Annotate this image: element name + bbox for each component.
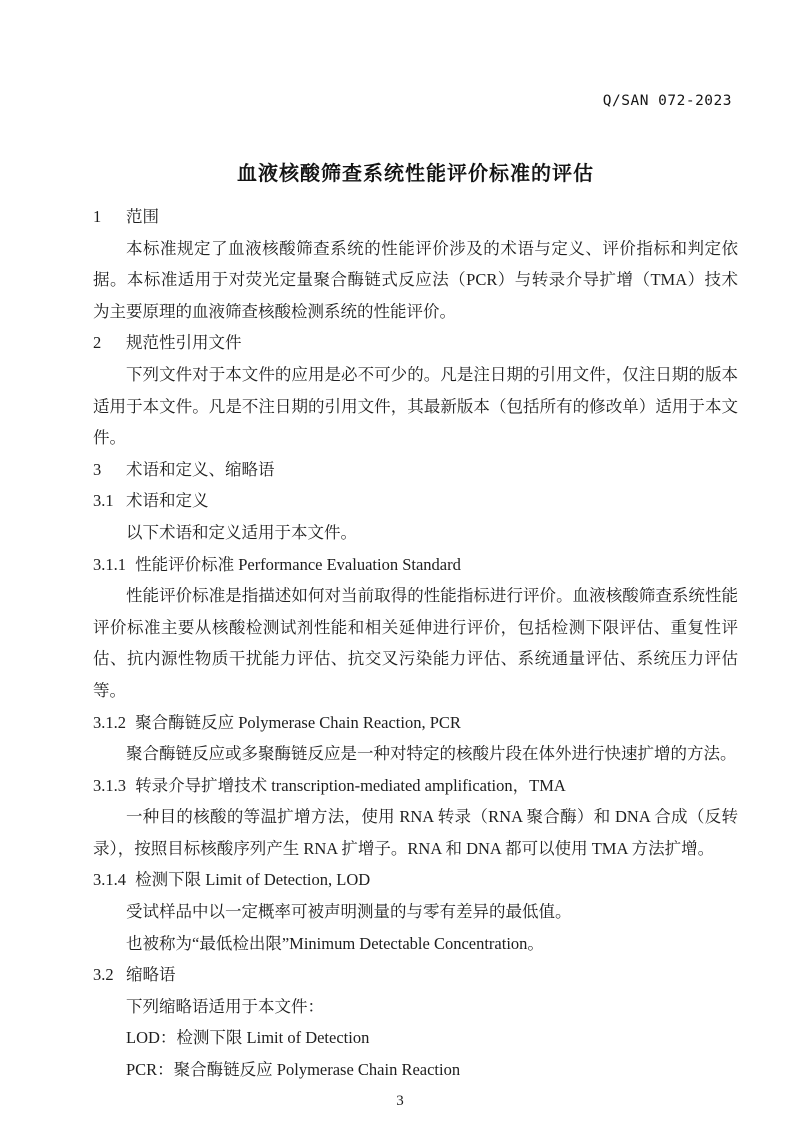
page-number: 3 — [396, 1093, 404, 1109]
section-heading — [93, 707, 738, 739]
section-heading — [93, 485, 738, 517]
section-number: 3 — [93, 459, 102, 479]
paragraph: 聚合酶链反应或多聚酶链反应是一种对特定的核酸片段在体外进行快速扩增的方法。 — [126, 744, 737, 764]
paragraph: 一种目的核酸的等温扩增方法，使用 RNA 转录（RNA 聚合酶）和 DNA 合成（反转录），按照目标核酸序列产生 RNA 扩增子。RNA 和 DNA 都可以使用 TMA 方法扩增。 — [93, 807, 738, 858]
doc-number: Q/SAN 072-2023 — [602, 93, 732, 109]
section-number: 3.2 — [93, 965, 114, 985]
abbreviation-item: LOD：检测下限 Limit of Detection — [126, 1028, 370, 1048]
paragraph: 下列缩略语适用于本文件： — [126, 996, 324, 1016]
paragraph: 本标准规定了血液核酸筛查系统的性能评价涉及的术语与定义、评价指标和判定依据。本标准适用于对荧光定量聚合酶链式反应法（PCR）与转录介导扩增（TMA）技术为主要原理的血液筛查核酸检测系统的性能评价。 — [93, 238, 738, 321]
section-heading-text: 术语和定义 — [126, 491, 209, 511]
section-number: 3.1.2 — [93, 712, 126, 732]
abbreviation-item: PCR：聚合酶链反应 Polymerase Chain Reaction — [126, 1060, 461, 1080]
paragraph: 受试样品中以一定概率可被声明测量的与零有差异的最低值。 — [126, 902, 572, 922]
section-number: 3.1.3 — [93, 775, 126, 795]
paragraph: 性能评价标准是指描述如何对当前取得的性能指标进行评价。血液核酸筛查系统性能评价标准主要从核酸检测试剂性能和相关延伸进行评价，包括检测下限评估、重复性评估、抗内源性物质干扰能力评估、抗交叉污染能力评估、系统通量评估、系统压力评估等。 — [93, 586, 738, 700]
section-heading-text: 聚合酶链反应 Polymerase Chain Reaction, PCR — [135, 712, 461, 732]
section-heading-text: 检测下限 Limit of Detection, LOD — [135, 870, 371, 890]
paragraph: 也被称为“最低检出限”Minimum Detectable Concentration。 — [126, 933, 544, 953]
page-title: 血液核酸筛查系统性能评价标准的评估 — [237, 163, 594, 185]
section-heading — [93, 770, 738, 802]
section-number: 1 — [93, 207, 102, 226]
section-heading-text: 术语和定义、缩略语 — [126, 459, 275, 479]
section-heading-text: 转录介导扩增技术 transcription-mediated amplification，TMA — [135, 775, 566, 795]
section-heading — [93, 959, 738, 991]
section-number: 3.1 — [93, 491, 114, 511]
section-number: 3.1.1 — [93, 554, 126, 574]
section-number: 2 — [93, 333, 102, 353]
section-heading — [93, 327, 738, 359]
section-heading — [93, 864, 738, 896]
section-heading — [93, 549, 738, 581]
section-heading-text: 范围 — [126, 207, 159, 226]
section-heading — [93, 454, 738, 486]
section-number: 3.1.4 — [93, 870, 126, 890]
document-content — [93, 157, 738, 1086]
paragraph: 以下术语和定义适用于本文件。 — [126, 522, 357, 542]
paragraph: 下列文件对于本文件的应用是必不可少的。凡是注日期的引用文件，仅注日期的版本适用于本文件。凡是不注日期的引用文件，其最新版本（包括所有的修改单）适用于本文件。 — [93, 364, 738, 448]
section-heading-text: 性能评价标准 Performance Evaluation Standard — [135, 554, 461, 574]
section-heading-text: 缩略语 — [126, 965, 176, 985]
section-heading-text: 规范性引用文件 — [126, 333, 242, 353]
section-heading — [93, 201, 738, 233]
